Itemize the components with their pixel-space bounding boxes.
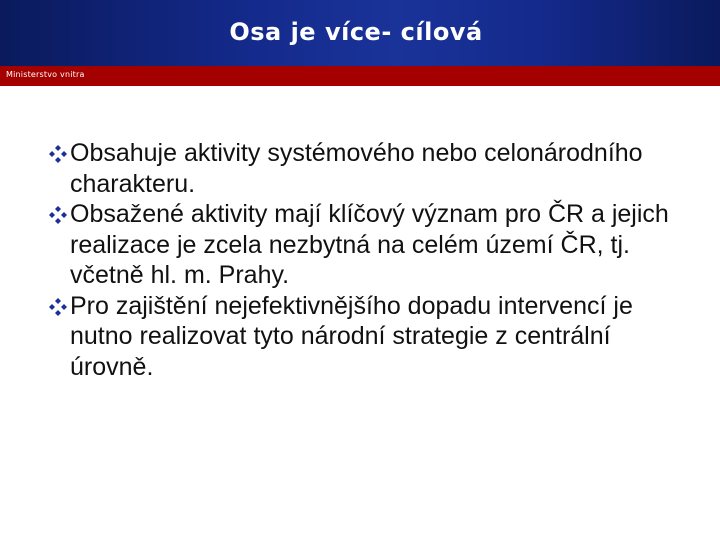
bullet-text: Pro zajištění nejefektivnějšího dopadu intervencí je nutno realizovat tyto národní strategie z centrální úrovně. <box>70 291 633 381</box>
bullet-text: Obsažené aktivity mají klíčový význam pro ČR a jejich realizace je zcela nezbytná na celém území ČR, tj. včetně hl. m. Prahy. <box>70 200 669 289</box>
slide-title: Osa je více- cílová <box>229 18 483 46</box>
list-item <box>48 138 698 199</box>
bullet-list <box>48 138 698 382</box>
ministry-label: Ministerstvo vnitra <box>6 70 85 79</box>
ministry-bar <box>0 66 720 86</box>
list-item <box>48 199 698 291</box>
diamond-bullet-icon <box>48 144 68 164</box>
bullet-text: Obsahuje aktivity systémového nebo celonárodního charakteru. <box>70 139 643 198</box>
title-banner <box>0 0 720 66</box>
diamond-bullet-icon <box>48 205 68 225</box>
diamond-bullet-icon <box>48 297 68 317</box>
list-item <box>48 291 698 383</box>
